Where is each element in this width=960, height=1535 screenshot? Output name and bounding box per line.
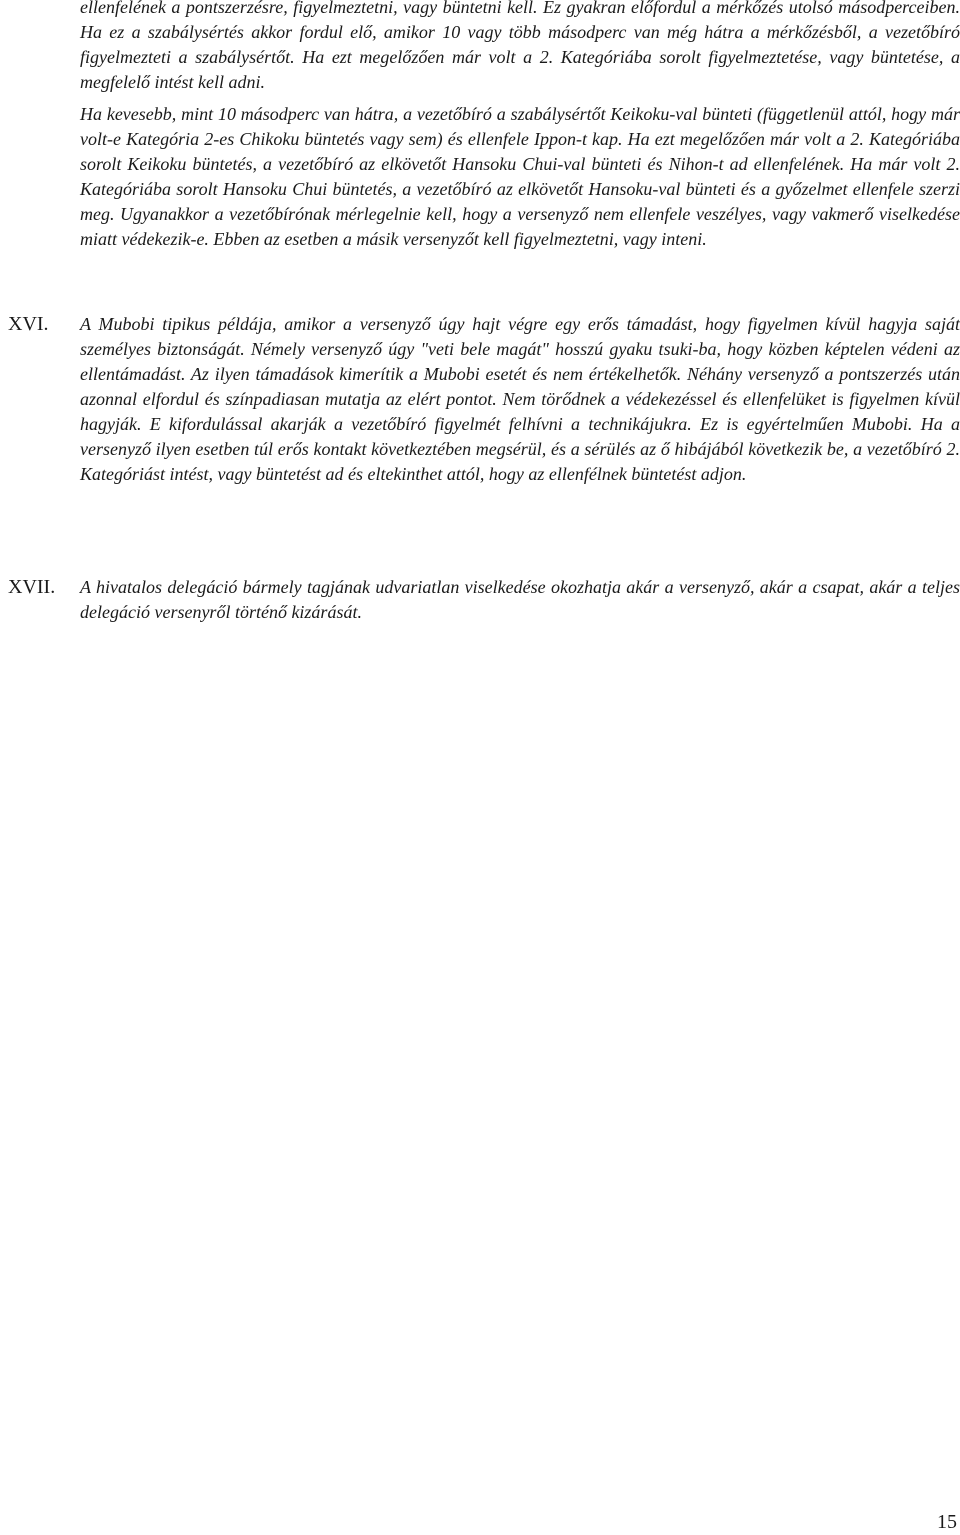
section-text-xvii: A hivatalos delegáció bármely tagjának udvariatlan viselkedése okozhatja akár a versenyző, akár a csapat, akár a teljes delegáció versenyről történő kizárását. (80, 577, 960, 622)
section-number-xvi: XVI. (8, 313, 49, 335)
section-text-xvi: A Mubobi tipikus példája, amikor a versenyző úgy hajt végre egy erős támadást, hogy figyelmen kívül hagyja saját személyes biztonságát. Némely versenyző úgy "veti bele magát" hosszú gyaku tsuki-ba, hogy közben képtelen védeni az ellentámadást. Az ilyen támadások kimerítik a Mubobi esetét és nem értékelhetők. Néhány versenyző a pontszerzés után azonnal elfordul és színpadiasan mutatja az elért pontot. Nem törődnek a védekezéssel és ellenfelüket is figyelmen kívül hagyják. E kifordulással akarják a vezetőbíró figyelmét felhívni a technikájukra. Ez is egyértelműen Mubobi. Ha a versenyző ilyen esetben túl erős kontakt következtében megsérül, és a sérülés az ő hibájából következik be, a vezetőbíró 2. Kategóriást intést, vagy büntetést ad és eltekinthet attól, hogy az ellenfélnek büntetést adjon. (80, 314, 960, 484)
paragraph-continued: ellenfelének a pontszerzésre, figyelmeztetni, vagy büntetni kell. Ez gyakran előfordul a mérkőzés utolsó másodperceiben. Ha ez a szabálysértés akkor fordul elő, amikor 10 vagy több másodperc van még hátra a mérkőzésből, a vezetőbíró figyelmezteti a szabálysértőt. Ha ezt megelőzően már volt a 2. Kategóriába sorolt figyelmeztetése, vagy büntetése, a megfelelő intést kell adni. (80, 0, 960, 92)
section-number-xvii: XVII. (8, 576, 56, 598)
paragraph-less-than-10-seconds: Ha kevesebb, mint 10 másodperc van hátra, a vezetőbíró a szabálysértőt Keikoku-val bünteti (függetlenül attól, hogy már volt-e Kategória 2-es Chikoku büntetés vagy sem) és ellenfele Ippon-t kap. Ha ezt megelőzően már volt a 2. Kategóriába sorolt Keikoku büntetés, a vezetőbíró az elkövetőt Hansoku Chui-val bünteti és Nihon-t ad ellenfelének. Ha már volt 2. Kategóriába sorolt Hansoku Chui büntetés, a vezetőbíró az elkövetőt Hansoku-val bünteti és a győzelmet ellenfele szerzi meg. Ugyanakkor a vezetőbírónak mérlegelnie kell, hogy a versenyző nem ellenfele veszélyes, vagy vakmerő viselkedése miatt védekezik-e. Ebben az esetben a másik versenyzőt kell figyelmeztetni, vagy inteni. (80, 104, 960, 249)
page-number: 15 (937, 1511, 957, 1533)
